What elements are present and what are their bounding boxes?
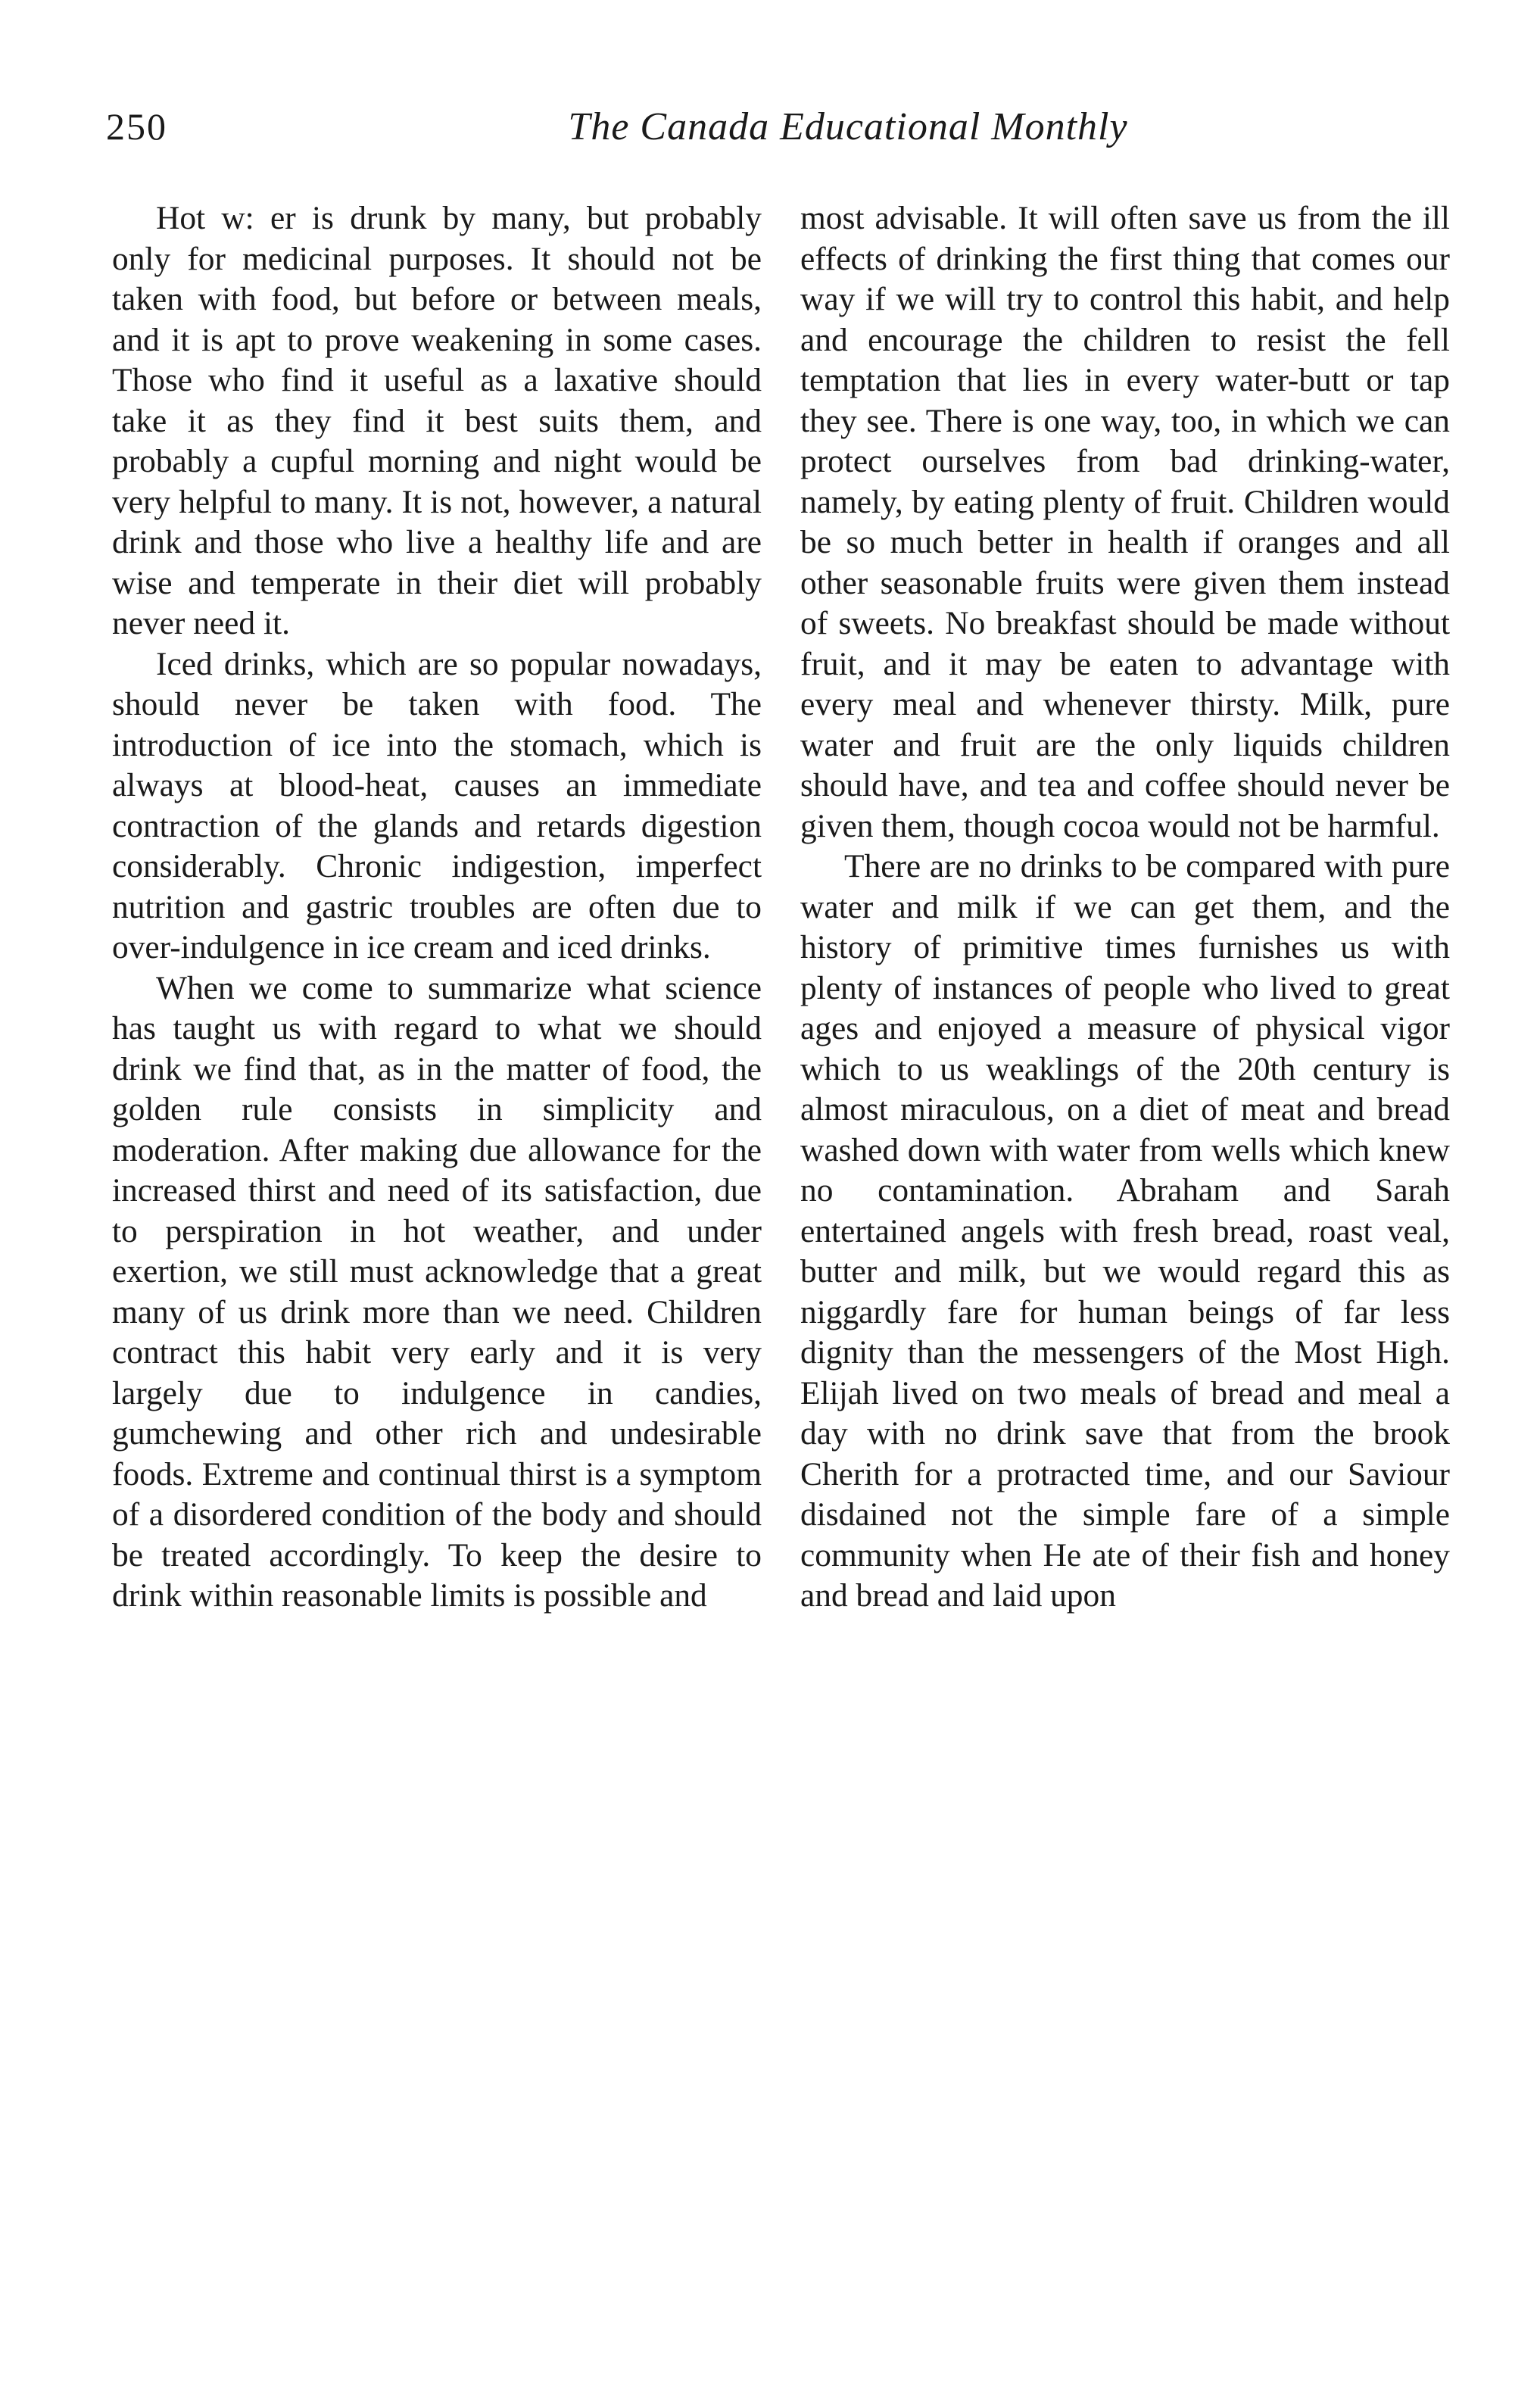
right-column xyxy=(800,198,1450,1617)
page-number: 250 xyxy=(106,105,167,148)
paragraph-iced-drinks: Iced drinks, which are so popular nowadays, should never be taken with food. The introduction of ice into the stomach, which is always at blood-heat, causes an immediate contraction of the glands and retards digestion considerably. Chronic indigestion, imperfect nutrition and gastric troubles are often due to over-indulgence in ice cream and iced drinks. xyxy=(112,645,762,965)
paragraph-pure-water-milk: There are no drinks to be compared with pure water and milk if we can get them, and the history of primitive times furnishes us with plenty of instances of people who lived to great ages and enjoyed a measure of physical vigor which to us weaklings of the 20th century is almost miraculous, on a diet of meat and bread washed down with water from wells which knew no contamination. Abraham and Sarah entertained angels with fresh bread, roast veal, butter and milk, but we would regard this as niggardly fare for human beings of far less dignity than the messengers of the Most High. Elijah lived on two meals of bread and meal a day with no drink save that from the brook Cherith for a protracted time, and our Saviour disdained not the simple fare of a simple community when He ate of their fish and honey and bread and laid upon xyxy=(800,848,1450,1614)
page-header xyxy=(106,104,1454,165)
paragraph-summary: When we come to summarize what science has taught us with regard to what we should drink we find that, as in the matter of food, the golden rule consists in simplicity and moderation. After making due allowance for the increased thirst and need of its satisfaction, due to perspiration in hot weather, and under exertion, we still must acknowledge that a great many of us drink more than we need. Children contract this habit very early and it is very largely due to indulgence in candies, gumchewing and other rich and undesirable foods. Extreme and continual thirst is a symptom of a disordered condition of the body and should be treated accordingly. To keep the desire to drink within reasonable limits is possible and xyxy=(112,969,762,1614)
running-title: The Canada Educational Monthly xyxy=(568,105,1128,148)
paragraph-hot-water: Hot w: er is drunk by many, but probably only for medicinal purposes. It should not be taken with food, but before or between meals, and it is apt to prove weakening in some cases. Those who find it useful as a laxative should take it as they find it best suits them, and probably a cupful morning and night would be very helpful to many. It is not, however, a natural drink and those who live a healthy life and are wise and temperate in their diet will probably never need it. xyxy=(112,200,762,641)
left-column xyxy=(112,198,762,1617)
paragraph-advisable-continued: most advisable. It will often save us from the ill effects of drinking the first thing that comes our way if we will try to control this habit, and help and encourage the children to resist the fell temptation that lies in every water-butt or tap they see. There is one way, too, in which we can protect ourselves from bad drinking-water, namely, by eating plenty of fruit. Children would be so much better in health if oranges and all other seasonable fruits were given them instead of sweets. No breakfast should be made without fruit, and it may be eaten to advantage with every meal and whenever thirsty. Milk, pure water and fruit are the only liquids children should have, and tea and coffee should never be given them, though cocoa would not be harmful. xyxy=(800,200,1450,844)
